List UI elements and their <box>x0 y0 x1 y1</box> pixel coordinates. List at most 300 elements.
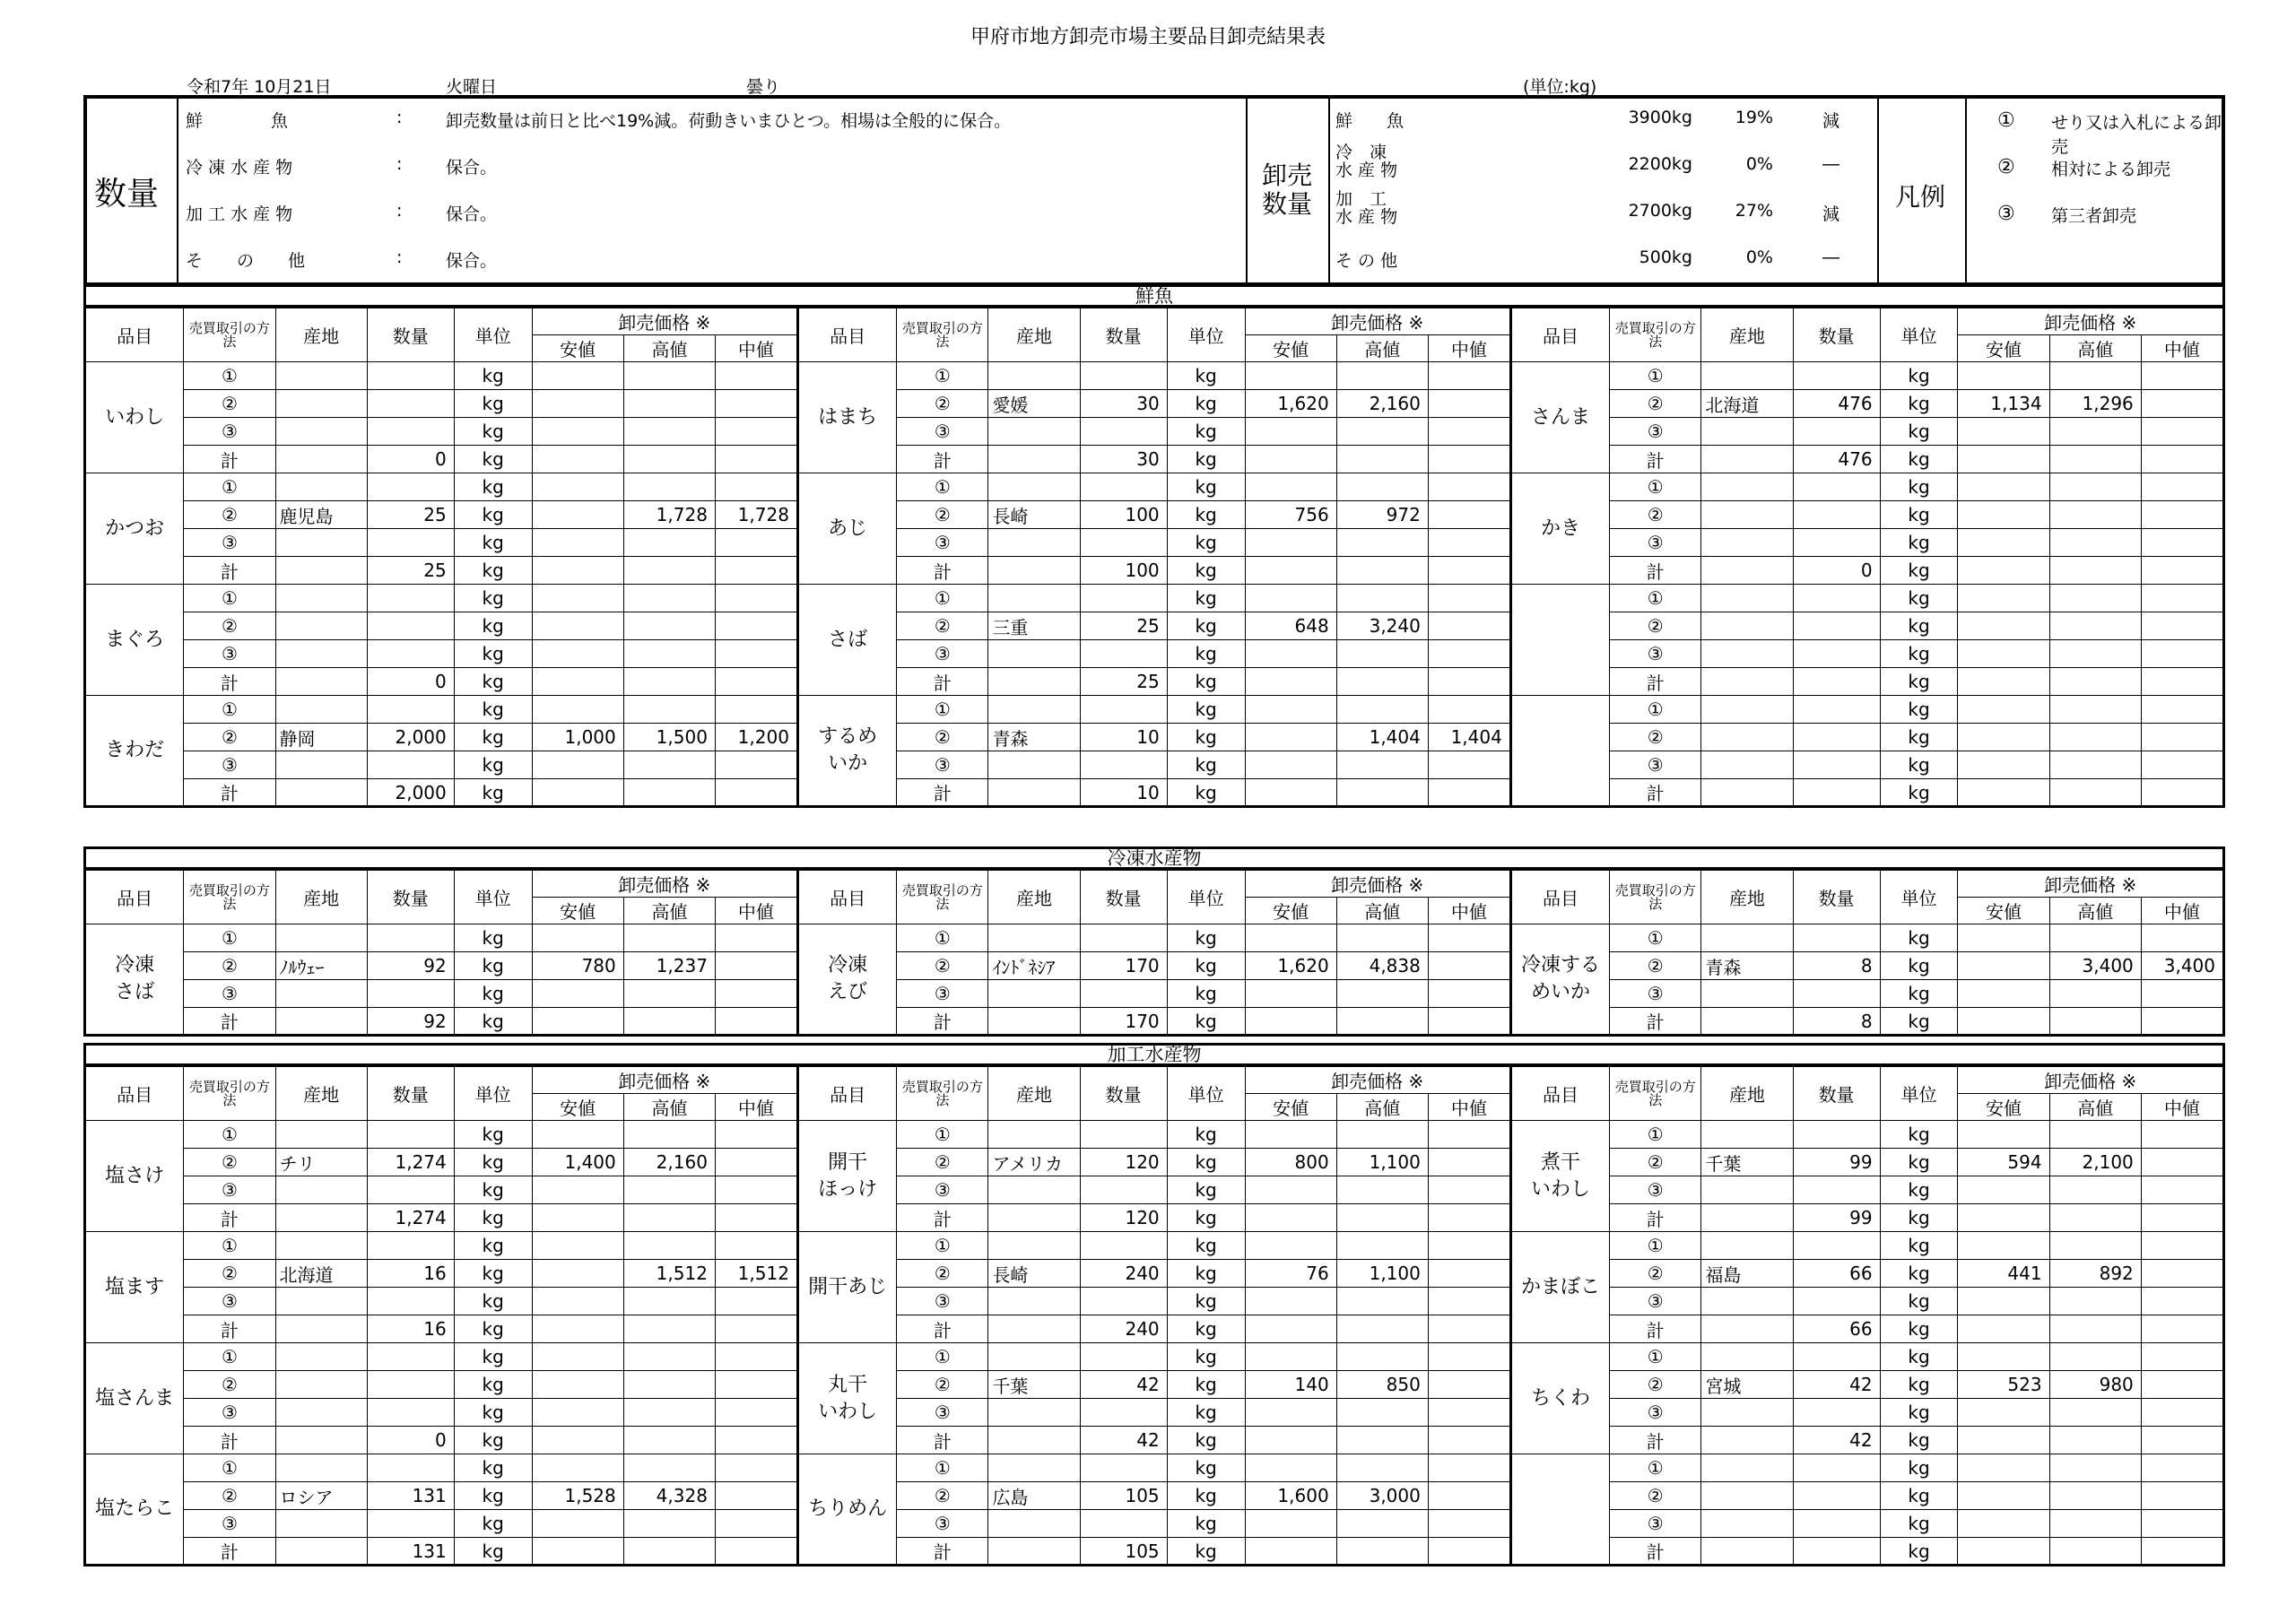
low-price-cell <box>1245 1288 1336 1315</box>
mid-price-cell <box>2141 779 2223 807</box>
origin-cell <box>988 1232 1080 1260</box>
unit-cell: kg <box>454 529 532 557</box>
volume-change: 減 <box>1822 111 1840 131</box>
low-price-cell <box>1245 557 1336 585</box>
qty-cell <box>1793 585 1880 612</box>
volume-cat: そ の 他 <box>1335 251 1398 271</box>
unit-cell: kg <box>1167 1204 1245 1232</box>
high-price-cell <box>1336 585 1428 612</box>
unit-cell: kg <box>454 640 532 668</box>
unit-cell: kg <box>1880 668 1958 696</box>
mid-price-cell <box>1428 1315 1510 1343</box>
method-cell: ② <box>897 1371 988 1399</box>
low-price-cell <box>532 612 623 640</box>
col-qty-header: 数量 <box>1080 1066 1167 1121</box>
low-price-cell <box>532 1315 623 1343</box>
method-cell: 計 <box>897 779 988 807</box>
method-cell: ① <box>1610 1121 1701 1149</box>
low-price-cell <box>1958 1176 2049 1204</box>
unit-cell: kg <box>454 418 532 446</box>
low-price-cell <box>1958 1482 2049 1510</box>
table-header-row <box>85 1066 2224 1094</box>
mid-price-cell <box>2141 1510 2223 1538</box>
low-price-cell <box>1245 779 1336 807</box>
method-cell: ② <box>897 390 988 418</box>
mid-price-cell <box>1428 924 1510 952</box>
method-cell: ① <box>897 924 988 952</box>
low-price-cell <box>532 924 623 952</box>
table-row <box>85 418 2224 446</box>
qty-cell <box>1080 1232 1167 1260</box>
origin-cell <box>988 1315 1080 1343</box>
high-price-cell <box>2049 1288 2141 1315</box>
high-price-cell <box>623 1510 715 1538</box>
qty-cell: 10 <box>1080 724 1167 751</box>
item-name-cell <box>1510 585 1609 696</box>
table-row <box>85 1482 2224 1510</box>
unit-cell: kg <box>1880 1121 1958 1149</box>
qty-cell: 100 <box>1080 557 1167 585</box>
low-price-cell <box>1958 612 2049 640</box>
unit-cell: kg <box>1167 1260 1245 1288</box>
col-unit-header: 単位 <box>454 1066 532 1121</box>
low-price-cell <box>532 1204 623 1232</box>
origin-cell <box>988 1121 1080 1149</box>
mid-price-cell <box>1428 1482 1510 1510</box>
high-price-cell <box>1336 640 1428 668</box>
col-qty-header: 数量 <box>367 870 454 924</box>
unit-cell: kg <box>1167 1149 1245 1176</box>
mid-price-cell <box>2141 362 2223 390</box>
legend-text: 第三者卸売 <box>2051 206 2137 226</box>
low-price-cell: 1,134 <box>1958 390 2049 418</box>
unit-cell: kg <box>1880 501 1958 529</box>
mid-price-cell <box>2141 1399 2223 1427</box>
method-cell: 計 <box>184 1008 275 1036</box>
high-price-cell <box>623 557 715 585</box>
low-price-cell <box>1958 1288 2049 1315</box>
origin-cell: ﾉﾙｳｪｰ <box>275 952 367 980</box>
low-price-cell <box>532 1121 623 1149</box>
volume-qty: 500kg <box>1639 247 1692 267</box>
mid-price-cell <box>715 1008 797 1036</box>
method-cell: ① <box>897 585 988 612</box>
method-cell: 計 <box>897 446 988 473</box>
qty-cell: 42 <box>1793 1427 1880 1454</box>
col-qty-header: 数量 <box>367 1066 454 1121</box>
qty-cell <box>367 1454 454 1482</box>
origin-cell <box>988 980 1080 1008</box>
low-price-cell: 780 <box>532 952 623 980</box>
low-price-cell <box>1958 1008 2049 1036</box>
high-price-cell <box>623 1399 715 1427</box>
col-high-header: 高値 <box>623 335 715 362</box>
unit-cell: kg <box>1880 1538 1958 1566</box>
unit-cell: kg <box>1880 724 1958 751</box>
low-price-cell <box>1958 362 2049 390</box>
unit-cell: kg <box>1167 1121 1245 1149</box>
unit-cell: kg <box>1880 557 1958 585</box>
origin-cell: 北海道 <box>275 1260 367 1288</box>
high-price-cell <box>2049 1454 2141 1482</box>
mid-price-cell <box>1428 980 1510 1008</box>
method-cell: ① <box>897 1454 988 1482</box>
mid-price-cell <box>715 446 797 473</box>
low-price-cell <box>532 1427 623 1454</box>
high-price-cell <box>623 473 715 501</box>
low-price-cell <box>532 418 623 446</box>
origin-cell <box>275 1427 367 1454</box>
method-cell: ③ <box>184 1399 275 1427</box>
unit-cell: kg <box>454 473 532 501</box>
table-row <box>85 501 2224 529</box>
volume-change: ― <box>1822 247 1839 267</box>
high-price-cell <box>1336 529 1428 557</box>
qty-cell <box>1793 1399 1880 1427</box>
origin-cell <box>275 1454 367 1482</box>
mid-price-cell <box>2141 1482 2223 1510</box>
method-cell: 計 <box>184 779 275 807</box>
mid-price-cell <box>715 1232 797 1260</box>
method-cell: ② <box>184 501 275 529</box>
high-price-cell <box>623 1176 715 1204</box>
method-cell: ① <box>1610 924 1701 952</box>
high-price-cell: 2,160 <box>1336 390 1428 418</box>
fresh-fish-table <box>83 306 2225 808</box>
summary-cat: 鮮 魚 <box>186 111 289 131</box>
unit-cell: kg <box>1167 612 1245 640</box>
qty-cell <box>1080 1399 1167 1427</box>
high-price-cell: 892 <box>2049 1260 2141 1288</box>
method-cell: 計 <box>897 668 988 696</box>
qty-cell: 92 <box>367 1008 454 1036</box>
unit-cell: kg <box>454 668 532 696</box>
col-method-header: 売買取引の方法 <box>897 870 988 924</box>
low-price-cell <box>1245 418 1336 446</box>
qty-cell <box>1793 1232 1880 1260</box>
unit-cell: kg <box>1167 1288 1245 1315</box>
qty-cell <box>1080 585 1167 612</box>
origin-cell <box>275 362 367 390</box>
mid-price-cell <box>1428 1510 1510 1538</box>
method-cell: ③ <box>1610 1288 1701 1315</box>
origin-cell: ｲﾝﾄﾞﾈｼｱ <box>988 952 1080 980</box>
qty-cell: 42 <box>1080 1427 1167 1454</box>
origin-cell <box>275 1343 367 1371</box>
table-row <box>85 1260 2224 1288</box>
high-price-cell: 3,240 <box>1336 612 1428 640</box>
low-price-cell <box>1245 1008 1336 1036</box>
qty-cell: 476 <box>1793 390 1880 418</box>
high-price-cell <box>2049 557 2141 585</box>
qty-cell <box>1080 1288 1167 1315</box>
col-qty-header: 数量 <box>1080 870 1167 924</box>
high-price-cell <box>2049 418 2141 446</box>
col-origin-header: 産地 <box>275 870 367 924</box>
qty-cell <box>1080 418 1167 446</box>
table-row <box>85 1288 2224 1315</box>
high-price-cell <box>623 1121 715 1149</box>
mid-price-cell <box>2141 585 2223 612</box>
method-cell: 計 <box>1610 446 1701 473</box>
origin-cell <box>1701 612 1793 640</box>
qty-cell: 99 <box>1793 1149 1880 1176</box>
method-cell: 計 <box>184 1538 275 1566</box>
method-cell: 計 <box>897 1538 988 1566</box>
col-unit-header: 単位 <box>1167 1066 1245 1121</box>
summary-cat: 冷 凍 水 産 物 <box>186 158 293 178</box>
mid-price-cell <box>1428 751 1510 779</box>
unit-cell: kg <box>454 1149 532 1176</box>
low-price-cell <box>532 668 623 696</box>
high-price-cell <box>1336 1315 1428 1343</box>
item-name-cell: 塩さけ <box>85 1121 184 1232</box>
unit-cell: kg <box>1167 1510 1245 1538</box>
unit-cell: kg <box>454 501 532 529</box>
origin-cell <box>275 779 367 807</box>
unit-cell: kg <box>1880 1454 1958 1482</box>
col-origin-header: 産地 <box>275 1066 367 1121</box>
origin-cell <box>988 924 1080 952</box>
qty-cell <box>1080 1454 1167 1482</box>
qty-cell: 25 <box>367 557 454 585</box>
volume-qty: 2700kg <box>1628 201 1692 221</box>
qty-cell <box>1080 529 1167 557</box>
item-name-cell: まぐろ <box>85 585 184 696</box>
unit-cell: kg <box>454 362 532 390</box>
method-cell: ② <box>897 1149 988 1176</box>
origin-cell <box>275 751 367 779</box>
unit-cell: kg <box>1167 1482 1245 1510</box>
unit-cell: kg <box>1880 1482 1958 1510</box>
qty-cell: 66 <box>1793 1260 1880 1288</box>
origin-cell <box>275 640 367 668</box>
high-price-cell <box>623 980 715 1008</box>
low-price-cell <box>532 473 623 501</box>
origin-cell <box>1701 1482 1793 1510</box>
mid-price-cell <box>715 779 797 807</box>
high-price-cell <box>1336 751 1428 779</box>
low-price-cell <box>532 529 623 557</box>
unit-cell: kg <box>1880 1204 1958 1232</box>
section-banner-frozen-seafood: 冷凍水産物 <box>83 846 2225 870</box>
mid-price-cell <box>715 1482 797 1510</box>
mid-price-cell <box>715 1343 797 1371</box>
qty-cell <box>367 1288 454 1315</box>
unit-cell: kg <box>1880 696 1958 724</box>
origin-cell: 青森 <box>1701 952 1793 980</box>
qty-cell: 120 <box>1080 1204 1167 1232</box>
origin-cell <box>275 1176 367 1204</box>
volume-pct: 19% <box>1735 108 1773 127</box>
low-price-cell: 140 <box>1245 1371 1336 1399</box>
low-price-cell <box>532 779 623 807</box>
mid-price-cell <box>1428 1149 1510 1176</box>
unit-cell: kg <box>454 724 532 751</box>
origin-cell <box>275 418 367 446</box>
mid-price-cell <box>1428 418 1510 446</box>
col-price-header: 卸売価格 ※ <box>1245 870 1510 898</box>
table-row <box>85 446 2224 473</box>
unit-cell: kg <box>1167 529 1245 557</box>
qty-cell <box>1793 418 1880 446</box>
low-price-cell: 1,620 <box>1245 952 1336 980</box>
unit-cell: kg <box>1880 612 1958 640</box>
method-cell: 計 <box>897 557 988 585</box>
mid-price-cell <box>1428 1538 1510 1566</box>
mid-price-cell <box>715 668 797 696</box>
high-price-cell <box>1336 924 1428 952</box>
method-cell: ① <box>184 362 275 390</box>
mid-price-cell <box>2141 980 2223 1008</box>
summary-colon: : <box>396 247 403 267</box>
low-price-cell <box>1245 446 1336 473</box>
mid-price-cell <box>715 1288 797 1315</box>
mid-price-cell <box>1428 390 1510 418</box>
summary-colon: : <box>396 108 403 127</box>
unit-cell: kg <box>1880 980 1958 1008</box>
unit-cell: kg <box>1880 529 1958 557</box>
unit-cell: kg <box>454 980 532 1008</box>
col-low-header: 安値 <box>1958 335 2049 362</box>
mid-price-cell <box>2141 1288 2223 1315</box>
high-price-cell <box>1336 1204 1428 1232</box>
high-price-cell: 1,100 <box>1336 1149 1428 1176</box>
low-price-cell <box>532 1232 623 1260</box>
section-banner-processed-seafood: 加工水産物 <box>83 1043 2225 1066</box>
unit-cell: kg <box>454 1315 532 1343</box>
qty-cell: 66 <box>1793 1315 1880 1343</box>
unit-cell: kg <box>1880 952 1958 980</box>
qty-cell <box>1080 980 1167 1008</box>
qty-cell <box>1793 1538 1880 1566</box>
mid-price-cell: 1,404 <box>1428 724 1510 751</box>
unit-cell: kg <box>1880 1149 1958 1176</box>
qty-cell <box>367 1399 454 1427</box>
high-price-cell <box>2049 668 2141 696</box>
origin-cell: 青森 <box>988 724 1080 751</box>
volume-pct: 27% <box>1735 201 1773 221</box>
mid-price-cell <box>715 1121 797 1149</box>
unit-cell: kg <box>454 1510 532 1538</box>
mid-price-cell <box>1428 501 1510 529</box>
origin-cell: 千葉 <box>1701 1149 1793 1176</box>
col-low-header: 安値 <box>1958 1094 2049 1121</box>
low-price-cell <box>532 640 623 668</box>
method-cell: ② <box>184 1260 275 1288</box>
qty-cell <box>367 473 454 501</box>
high-price-cell: 1,296 <box>2049 390 2141 418</box>
low-price-cell: 1,000 <box>532 724 623 751</box>
unit-cell: kg <box>454 1427 532 1454</box>
volume-pct: 0% <box>1745 154 1773 174</box>
col-origin-header: 産地 <box>988 1066 1080 1121</box>
high-price-cell <box>623 751 715 779</box>
high-price-cell <box>2049 612 2141 640</box>
qty-cell: 0 <box>367 668 454 696</box>
high-price-cell <box>623 1538 715 1566</box>
high-price-cell <box>2049 1204 2141 1232</box>
origin-cell <box>275 446 367 473</box>
mid-price-cell <box>2141 1538 2223 1566</box>
col-item-header: 品目 <box>797 1066 896 1121</box>
origin-cell <box>1701 557 1793 585</box>
high-price-cell <box>623 924 715 952</box>
low-price-cell <box>1958 1454 2049 1482</box>
high-price-cell: 3,400 <box>2049 952 2141 980</box>
high-price-cell: 1,100 <box>1336 1260 1428 1288</box>
low-price-cell <box>1245 529 1336 557</box>
qty-cell: 99 <box>1793 1204 1880 1232</box>
origin-cell <box>988 696 1080 724</box>
origin-cell <box>1701 924 1793 952</box>
unit-cell: kg <box>1880 640 1958 668</box>
qty-cell <box>367 696 454 724</box>
mid-price-cell <box>715 1149 797 1176</box>
mid-price-cell <box>1428 1427 1510 1454</box>
col-mid-header: 中値 <box>1428 1094 1510 1121</box>
col-high-header: 高値 <box>623 898 715 924</box>
high-price-cell <box>2049 473 2141 501</box>
method-cell: ② <box>184 612 275 640</box>
qty-cell: 2,000 <box>367 779 454 807</box>
method-cell: ② <box>897 1482 988 1510</box>
origin-cell <box>275 696 367 724</box>
col-price-header: 卸売価格 ※ <box>1958 308 2224 335</box>
origin-cell <box>275 1204 367 1232</box>
legend-mark: ① <box>1997 109 2015 132</box>
low-price-cell <box>532 751 623 779</box>
unit-cell: kg <box>1167 1008 1245 1036</box>
col-unit-header: 単位 <box>1880 870 1958 924</box>
table-row <box>85 724 2224 751</box>
unit-cell: kg <box>1167 501 1245 529</box>
summary-cat: 加 工 水 産 物 <box>186 204 293 224</box>
mid-price-cell <box>715 1538 797 1566</box>
table-header-row <box>85 870 2224 898</box>
unit-cell: kg <box>1880 1232 1958 1260</box>
high-price-cell: 4,328 <box>623 1482 715 1510</box>
col-origin-header: 産地 <box>1701 870 1793 924</box>
item-name-cell: 塩たらこ <box>85 1454 184 1566</box>
method-cell: ③ <box>1610 1399 1701 1427</box>
qty-cell <box>1793 1510 1880 1538</box>
col-unit-header: 単位 <box>1880 308 1958 362</box>
unit-cell: kg <box>1167 751 1245 779</box>
summary-cat: そ の 他 <box>186 251 306 271</box>
high-price-cell <box>623 779 715 807</box>
origin-cell <box>1701 1288 1793 1315</box>
mid-price-cell <box>715 473 797 501</box>
qty-cell <box>1793 1121 1880 1149</box>
qty-cell: 8 <box>1793 952 1880 980</box>
low-price-cell <box>1245 696 1336 724</box>
origin-cell <box>988 640 1080 668</box>
table-row <box>85 924 2224 952</box>
qty-cell: 170 <box>1080 952 1167 980</box>
high-price-cell <box>1336 1427 1428 1454</box>
high-price-cell: 3,000 <box>1336 1482 1428 1510</box>
qty-cell: 16 <box>367 1315 454 1343</box>
unit-cell: kg <box>1880 1427 1958 1454</box>
summary-colon: : <box>396 154 403 174</box>
low-price-cell <box>532 1399 623 1427</box>
low-price-cell <box>532 446 623 473</box>
col-qty-header: 数量 <box>1793 308 1880 362</box>
low-price-cell <box>532 1176 623 1204</box>
low-price-cell <box>1245 724 1336 751</box>
col-high-header: 高値 <box>623 1094 715 1121</box>
